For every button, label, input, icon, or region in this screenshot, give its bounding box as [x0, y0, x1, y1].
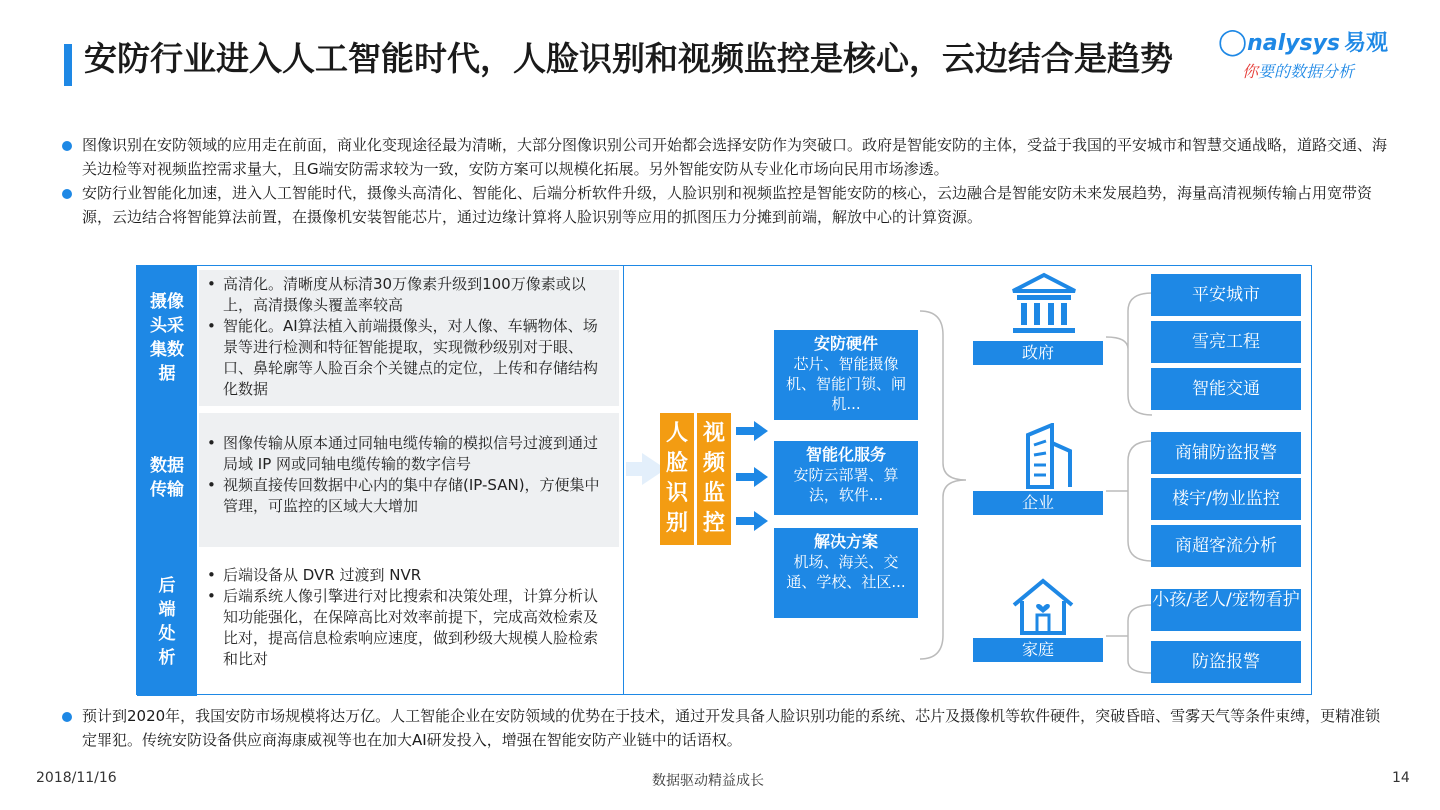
core-face-recognition: 人脸识别 — [660, 413, 694, 545]
stage-backend-text: • 后端设备从 DVR 过渡到 NVR • 后端系统人像引擎进行对比搜索和决策处理，计算分析认知功能强化，在保障高比对效率前提下，完成高效检索及比对，提高信息检索响应速度，做到秒级大规模人脸检索和比对 — [199, 553, 619, 692]
app-burglar-alarm: 防盗报警 — [1151, 641, 1301, 683]
stage-transfer-label: 数据传输 — [137, 409, 197, 547]
bullet-item: 安防行业智能化加速，进入人工智能时代，摄像头高清化、智能化、后端分析软件升级，人脸识别和视频监控是智能安防的核心，云边融合是智能安防未来发展趋势，海量高清视频传输占用宽带资源，云边结合将智能算法前置，在摄像机安装智能芯片，通过边缘计算将人脸识别等应用的抓图压力分摊到前端，解放中心的计算资源。 — [62, 181, 1392, 229]
core-video-surveillance: 视频监控 — [697, 413, 731, 545]
logo-cn: 易观 — [1344, 31, 1389, 56]
app-customer-flow: 商超客流分析 — [1151, 525, 1301, 567]
office-building-icon — [1012, 423, 1076, 489]
app-building-monitor: 楼宇/物业监控 — [1151, 478, 1301, 520]
app-sharp-eyes: 雪亮工程 — [1151, 321, 1301, 363]
logo-text: nalysys — [1247, 31, 1341, 56]
app-shop-alarm: 商铺防盗报警 — [1151, 432, 1301, 474]
logo-slogan-red: 你 — [1242, 62, 1259, 81]
stage-capture-text: • 高清化。清晰度从标清30万像素升级到100万像素或以上，高清摄像头覆盖率较高 • 智能化。AI算法植入前端摄像头，对人像、车辆物体、场景等进行检测和特征智能提取，实现微秒级别对于眼、口、鼻轮廓等人脸百余个关键点的定位，上传和存储结构化数据 — [199, 270, 619, 406]
blue-arrow — [754, 421, 768, 441]
logo-slogan: 要的数据分析 — [1258, 62, 1355, 81]
bullet-item: 预计到2020年，我国安防市场规模将达万亿。人工智能企业在安防领域的优势在于技术，通过开发具备人脸识别功能的系统、芯片及摄像机等软件硬件，突破昏暗、雪雾天气等条件束缚，更精准锁定罪犯。传统安防设备供应商海康威视等也在加大AI研发投入，增强在智能安防产业链中的话语权。 — [62, 704, 1392, 752]
analysys-logo: ◯nalysys 易观 你要的数据分析 — [1218, 27, 1389, 81]
page-title: 安防行业进入人工智能时代，人脸识别和视频监控是核心，云边结合是趋势 — [84, 39, 1173, 78]
app-care: 小孩/老人/宠物看护 — [1151, 589, 1301, 631]
stage-transfer-text: • 图像传输从原本通过同轴电缆传输的模拟信号过渡到通过局域 IP 网或同轴电缆传输的数字信号 • 视频直接传回数据中心内的集中存储(IP-SAN)，方便集中管理，可监控的区域大大增加 — [199, 413, 619, 547]
entity-enterprise: 企业 — [973, 491, 1103, 515]
blue-arrow — [754, 467, 768, 487]
page-number: 14 — [1392, 770, 1410, 786]
app-safe-city: 平安城市 — [1151, 274, 1301, 316]
service-solution: 解决方案 机场、海关、交通、学校、社区... — [774, 528, 918, 618]
footer-date: 2018/11/16 — [36, 770, 117, 786]
bracket-services — [918, 295, 968, 675]
app-smart-traffic: 智能交通 — [1151, 368, 1301, 410]
security-ai-diagram — [136, 265, 1312, 695]
flow-arrow-body — [626, 462, 642, 476]
service-hardware: 安防硬件 芯片、智能摄像机、智能门锁、闸机... — [774, 330, 918, 420]
bullet-item: 图像识别在安防领域的应用走在前面，商业化变现途径最为清晰，大部分图像识别公司开始都会选择安防作为突破口。政府是智能安防的主体，受益于我国的平安城市和智慧交通战略，道路交通、海关边检等对视频监控需求量大，且G端安防需求较为一致，安防方案可以规模化拓展。另外智能安防从专业化市场向民用市场渗透。 — [62, 133, 1392, 181]
top-bullets — [62, 133, 1392, 229]
blue-arrow-body — [736, 427, 754, 435]
blue-arrow — [754, 511, 768, 531]
title-accent-bar — [64, 44, 72, 86]
government-building-icon — [1009, 271, 1079, 337]
footer-slogan: 数据驱动精益成长 — [652, 773, 764, 789]
stage-backend-label: 后端处析 — [137, 547, 197, 696]
service-intelligent: 智能化服务 安防云部署、算法，软件... — [774, 441, 918, 515]
house-icon — [1008, 577, 1078, 637]
entity-government: 政府 — [973, 341, 1103, 365]
entity-household: 家庭 — [973, 638, 1103, 662]
pipeline-panel — [136, 265, 624, 695]
bracket-apps — [1104, 291, 1154, 675]
bottom-bullets — [62, 704, 1392, 752]
blue-arrow-body — [736, 473, 754, 481]
stage-capture-label: 摄像头采集数据 — [137, 266, 197, 409]
blue-arrow-body — [736, 517, 754, 525]
